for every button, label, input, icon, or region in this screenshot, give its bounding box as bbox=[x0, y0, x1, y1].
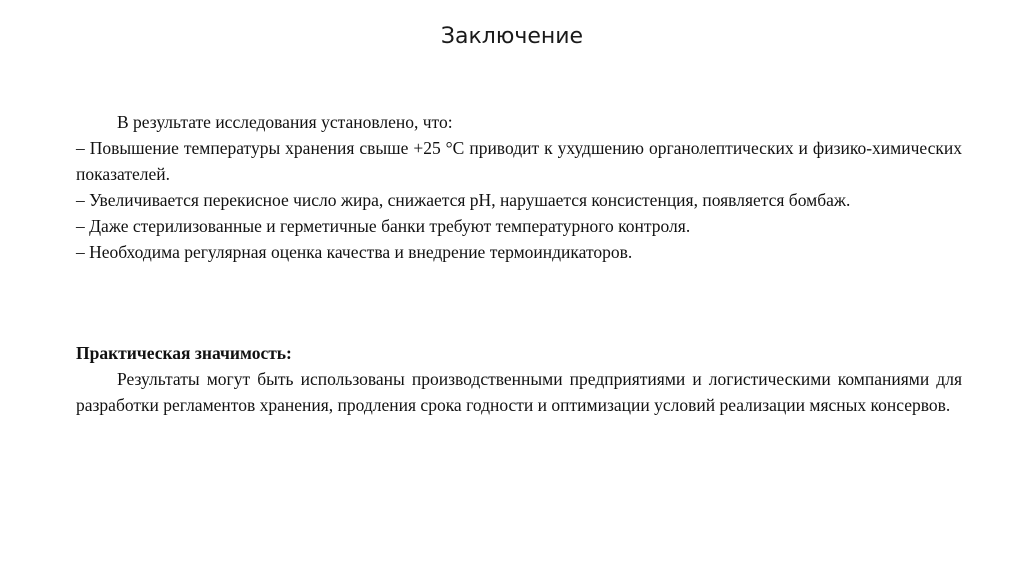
findings-intro: В результате исследования установлено, что: bbox=[117, 112, 453, 132]
finding-item-quality: – Необходима регулярная оценка качества и внедрение термоиндикаторов. bbox=[76, 242, 633, 262]
finding-item-temperature: – Повышение температуры хранения свыше +25 °С приводит к ухудшению органолептических и физико-химических показателей. bbox=[76, 138, 962, 184]
practical-block bbox=[76, 340, 962, 418]
slide-title: Заключение bbox=[440, 24, 584, 49]
practical-text: Результаты могут быть использованы производственными предприятиями и логистическими компаниями для разработки регламентов хранения, продления срока годности и оптимизации условий реализации мясных консервов. bbox=[76, 369, 962, 415]
finding-item-peroxide: – Увеличивается перекисное число жира, снижается рН, нарушается консистенция, появляется бомбаж. bbox=[76, 190, 851, 210]
findings-block bbox=[76, 109, 962, 265]
finding-item-sterilized: – Даже стерилизованные и герметичные банки требуют температурного контроля. bbox=[76, 216, 691, 236]
practical-heading: Практическая значимость: bbox=[76, 343, 292, 363]
